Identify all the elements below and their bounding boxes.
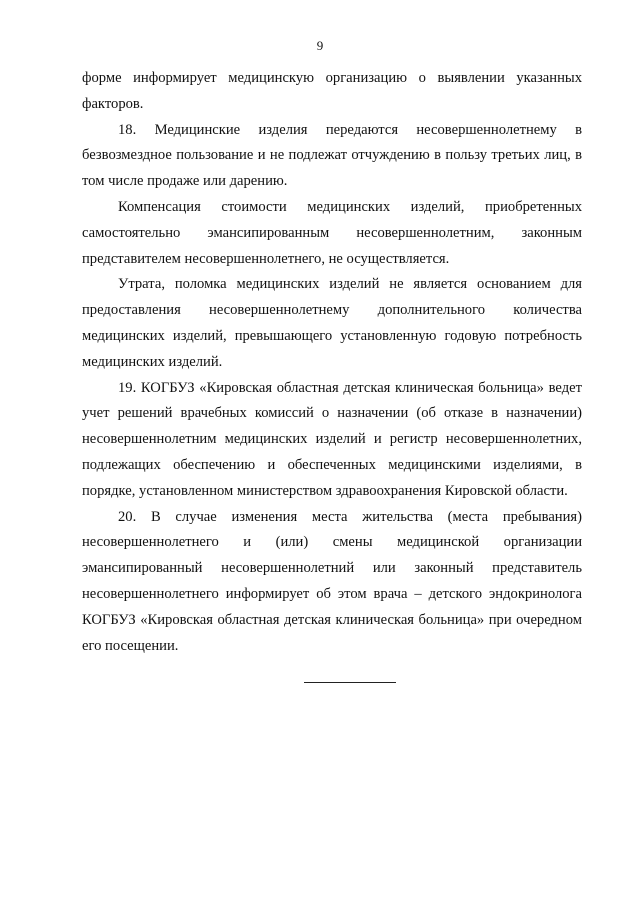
paragraph-loss: Утрата, поломка медицинских изделий не является основанием для предоставления несовершеннолетнему дополнительного количества медицинских изделий, превышающего установленную годовую потребность медицинских изделий. <box>82 276 582 370</box>
paragraph-18: 18. Медицинские изделия передаются несовершеннолетнему в безвозмездное пользование и не подлежат отчуждению в пользу третьих лиц, в том числе продаже или дарению. <box>82 121 582 190</box>
page-number: 9 <box>316 38 324 53</box>
paragraph-continuation: форме информирует медицинскую организацию о выявлении указанных факторов. <box>82 70 582 112</box>
paragraph-compensation: Компенсация стоимости медицинских изделий, приобретенных самостоятельно эмансипированным несовершеннолетним, законным представителем несовершеннолетнего, не осуществляется. <box>82 198 582 267</box>
document-body <box>82 66 582 659</box>
paragraph-20: 20. В случае изменения места жительства (места пребывания) несовершеннолетнего и (или) смены медицинской организации эмансипированный несовершеннолетний или законный представитель несовершеннолетнего информирует об этом врача – детского эндокринолога КОГБУЗ «Кировская областная детская клиническая больница» при очередном его посещении. <box>82 508 582 654</box>
end-separator-line <box>304 682 396 683</box>
paragraph-19: 19. КОГБУЗ «Кировская областная детская клиническая больница» ведет учет решений врачебных комиссий о назначении (об отказе в назначении) несовершеннолетним медицинских изделий и регистр несовершеннолетних, подлежащих обеспечению и обеспеченных медицинскими изделиями, в порядке, установленном министерством здравоохранения Кировской области. <box>82 379 582 499</box>
